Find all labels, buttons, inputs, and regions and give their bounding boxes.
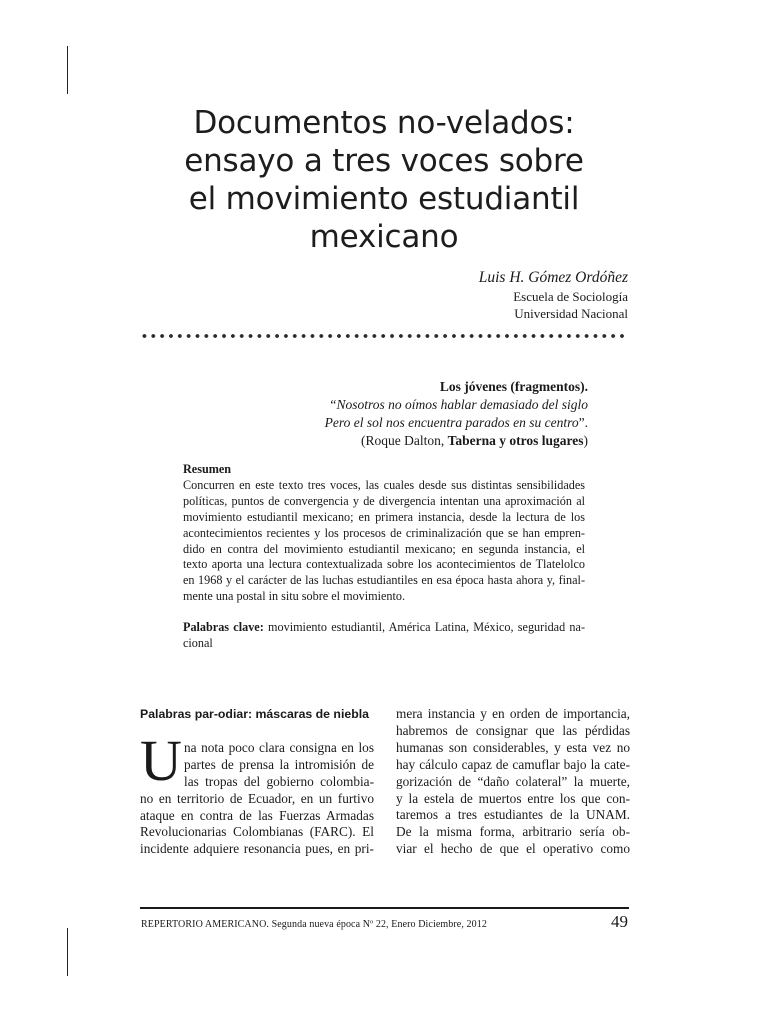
body-line: viar el hecho de que el operativo como <box>396 841 630 857</box>
body-line: humanas son considerables, y esta vez no <box>396 739 630 755</box>
keywords-line: cional <box>183 635 213 650</box>
epigraph <box>325 378 588 450</box>
epigraph-poem-title: Los jóvenes <box>439 379 508 394</box>
dotted-divider <box>140 332 628 340</box>
author-block <box>479 268 628 322</box>
drop-cap: U <box>140 727 182 793</box>
page-number: 49 <box>611 912 628 931</box>
epigraph-verse-2-end: ”. <box>578 415 588 430</box>
body-line: gorización de “daño colateral” la muerte, <box>396 773 630 789</box>
body-line: Revolucionarias Colombianas (FARC). El <box>140 824 374 840</box>
article-title <box>140 104 628 256</box>
abstract-line: acontecimientos recientes y los procesos de criminalización que se han empren- <box>183 525 585 540</box>
author-name: Luis H. Gómez Ordóñez <box>478 269 628 286</box>
body-line: ataque en contra de las Fuerzas Armadas <box>140 807 374 823</box>
body-line: las tropas del gobierno colombia- <box>184 773 374 789</box>
author-affiliation-school: Escuela de Sociología <box>513 289 628 304</box>
epigraph-verse-1: “Nosotros no oímos hablar demasiado del siglo <box>328 397 588 412</box>
title-line: mexicano <box>309 219 459 255</box>
abstract <box>183 462 585 605</box>
author-affiliation-university: Universidad Nacional <box>514 306 628 321</box>
epigraph-poem-note: (fragmentos). <box>507 379 588 394</box>
body-line: habremos de consignar que las pérdidas <box>396 722 630 738</box>
footer-rule <box>140 907 629 909</box>
body-line: na nota poco clara consigna en los <box>184 739 374 755</box>
abstract-line: movimiento estudiantil mexicano; en primera instancia, desde la lectura de los <box>183 509 585 524</box>
epigraph-heading <box>325 378 588 396</box>
epigraph-credit-open: (Roque Dalton, <box>360 433 448 448</box>
crop-mark-top <box>67 46 68 94</box>
body-column-left <box>140 706 374 858</box>
body-line: no en territorio de Ecuador, en un furtivo <box>140 790 374 806</box>
body-line: y la estela de muertos entre los que con- <box>396 790 630 806</box>
abstract-line: en 1968 y el carácter de las luchas estudiantiles en esa época hasta ahora y, final- <box>183 573 585 588</box>
issue-info: . Segunda nueva época Nº 22, Enero Diciembre, 2012 <box>266 919 487 930</box>
first-paragraph <box>140 727 374 858</box>
epigraph-credit-book: Taberna y otros lugares <box>447 433 584 448</box>
abstract-label: Resumen <box>183 462 232 476</box>
abstract-line: Concurren en este texto tres voces, las cuales desde sus distintas sensibilidades <box>183 477 585 492</box>
title-line: ensayo a tres voces sobre <box>184 143 584 179</box>
journal-name: REPERTORIO AMERICANO <box>141 919 267 930</box>
keywords-line <box>183 620 585 636</box>
keywords-text: movimiento estudiantil, América Latina, México, seguridad na- <box>263 620 585 634</box>
body-column-right <box>396 706 630 858</box>
abstract-line: dido en contra del movimiento estudiantil mexicano; en segunda instancia, el <box>183 541 585 556</box>
abstract-line: políticas, puntos de convergencia y de divergencia intentan una aproximación al <box>183 493 585 508</box>
abstract-line: texto aporta una lectura contextualizada sobre los acontecimientos de Tlatelolco <box>183 557 585 572</box>
title-line: el movimiento estudiantil <box>188 181 580 217</box>
epigraph-verse-2-text: Pero el sol nos encuentra parados en su centro <box>324 415 579 430</box>
title-line: Documentos no-velados: <box>193 105 575 141</box>
running-footer <box>141 918 487 932</box>
body-line: incidente adquiere resonancia pues, en pri- <box>140 841 374 857</box>
body-line: hay cálculo capaz de camuflar bajo la cate- <box>396 756 630 772</box>
body-line: mera instancia y en orden de importancia, <box>396 706 630 721</box>
body-line: taremos a tres estudiantes de la UNAM. <box>396 807 630 823</box>
epigraph-credit <box>325 432 588 450</box>
body-line: De la misma forma, arbitrario sería ob- <box>396 824 630 840</box>
body-line: partes de prensa la intromisión de <box>184 756 374 772</box>
keywords <box>183 620 585 652</box>
epigraph-verse-2 <box>325 414 588 432</box>
epigraph-credit-close: ) <box>583 433 588 448</box>
abstract-line: mente una postal in situ sobre el movimiento. <box>183 589 406 604</box>
keywords-label: Palabras clave: <box>183 620 264 634</box>
section-heading: Palabras par-odiar: máscaras de niebla <box>140 707 369 721</box>
crop-mark-bottom <box>67 928 68 976</box>
